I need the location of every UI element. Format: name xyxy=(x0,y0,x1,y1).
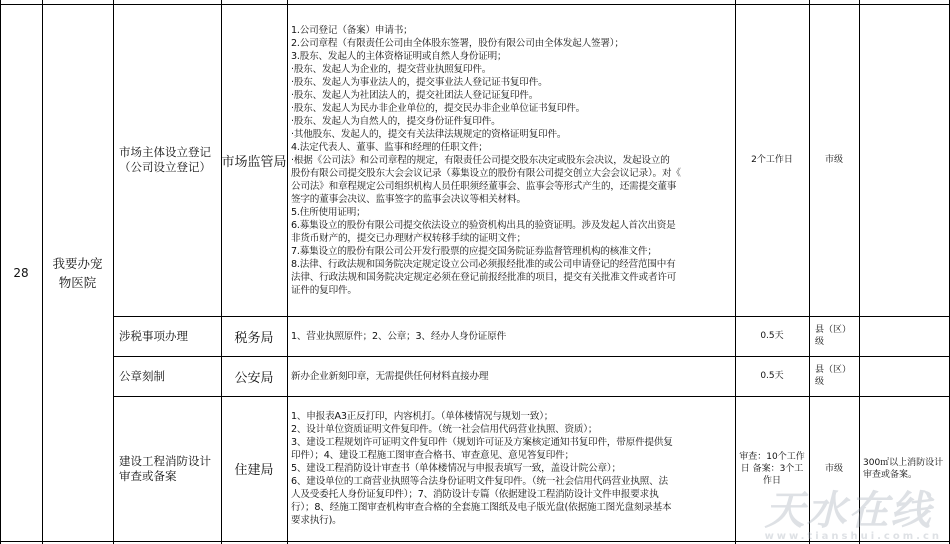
requirements-seal xyxy=(287,356,735,396)
note-fire: 300㎡以上消防设计审查或备案。 xyxy=(863,457,944,480)
processing-time-market: 2个工作日 xyxy=(751,155,793,165)
dept-market-supervision: 市场监管局 xyxy=(221,154,287,170)
requirement-line: 5.住所使用证明； xyxy=(291,206,366,218)
watermark-text: 天水在线 xyxy=(764,488,933,534)
requirement-line: 要求执行)。 xyxy=(291,515,342,526)
requirement-line: 4.法定代表人、董事、监事和经理的任职文件； xyxy=(291,141,488,153)
requirement-line: 签字的董事会决议、监事签字的监事会决议等相关材料。 xyxy=(291,193,526,205)
requirement-line: ·股东、发起人为企业的，提交营业执照复印件。 xyxy=(291,63,492,75)
requirement-line: 法律、行政法规和国务院决定规定必须在登记前报经批准的项目，提交有关批准文件或者许可 xyxy=(291,271,677,283)
item-name-tax: 涉税事项办理 xyxy=(119,328,188,343)
requirement-line: 2.公司章程（有限责任公司由全体股东签署，股份有限公司由全体发起人签署）； xyxy=(291,37,624,49)
level-fire: 市级 xyxy=(824,463,843,474)
requirement-line: 8.法律、行政法规和国务院决定规定设立公司必须报经批准的或公司申请登记的经营范围中有 xyxy=(291,258,676,270)
item-name-fire-design: 建设工程消防设计审查或备案 xyxy=(119,453,211,483)
level-market: 市级 xyxy=(824,155,843,165)
processing-time-tax: 0.5天 xyxy=(760,331,784,341)
requirement-line: 人及受委托人身份证复印件）；7、消防设计专篇（依据建设工程消防设计文件申报要求执 xyxy=(291,489,659,500)
requirement-line: 1、申报表A3正反打印，内容机打。（单体楼情况与规划一致）； xyxy=(291,411,554,422)
item-name-seal: 公章刻制 xyxy=(119,368,165,383)
level-tax: 县（区）级 xyxy=(815,325,852,347)
requirement-line: 非货币财产的，提交已办理财产权转移手续的证明文件； xyxy=(291,232,526,244)
requirement-line: 新办企业新刻印章，无需提供任何材料直接办理 xyxy=(291,370,489,382)
site-watermark xyxy=(764,488,942,542)
requirement-line: 股份有限公司提交股东大会会议记录（募集设立的股份有限公司提交创立大会会议记录）。对《 xyxy=(291,167,681,179)
requirement-line: 7.募集设立的股份有限公司公开发行股票的应提交国务院证券监督管理机构的核准文件； xyxy=(291,245,657,257)
requirements-market-registration xyxy=(287,4,735,316)
watermark-url: www.tianshui.com.cn xyxy=(764,531,942,542)
requirements-tax xyxy=(287,316,735,356)
row-number: 28 xyxy=(13,265,29,280)
requirement-line: ·股东、发起人为民办非企业单位的，提交民办非企业单位证书复印件。 xyxy=(291,102,586,114)
requirement-line: 1、营业执照原件；2、公章；3、经办人身份证原件 xyxy=(291,330,506,342)
requirement-line: ·股东、发起人为自然人的，提交身份证件复印件。 xyxy=(291,115,501,127)
requirement-line: 3.股东、发起人的主体资格证明或自然人身份证明； xyxy=(291,50,507,62)
requirements-fire-design xyxy=(287,396,735,541)
requirement-line: 3、建设工程规划许可证明文件复印件（规划许可证及方案核定通知书复印件，带原件提供复 xyxy=(291,437,673,448)
requirement-line: 印件）；4、建设工程施工图审查合格书、审查意见、意见答复印件； xyxy=(291,450,574,461)
requirement-line: ·股东、发起人为事业法人的，提交事业法人登记证书复印件。 xyxy=(291,76,548,88)
processing-time-seal: 0.5天 xyxy=(760,371,784,381)
level-seal: 县（区）级 xyxy=(815,365,852,387)
requirement-line: ·根据《公司法》和公司章程的规定，有限责任公司提交股东决定或股东会决议，发起设立的 xyxy=(291,154,670,166)
requirement-line: 行）；8、经施工图审查机构审查合格的全套施工图纸及电子版光盘(依据施工图光盘刻录基本 xyxy=(291,502,672,513)
processing-time-fire: 审查：10个工作日 备案：3个工作日 xyxy=(739,451,805,486)
requirement-line: 公司法》和章程规定公司组织机构人员任职须经董事会、监事会等形式产生的，还需提交董事 xyxy=(291,180,677,192)
item-name-market-registration: 市场主体设立登记（公司设立登记） xyxy=(119,145,211,174)
requirement-line: ·其他股东、发起人的，提交有关法律法规规定的资格证明复印件。 xyxy=(291,128,567,140)
requirement-line: 证件的复印件。 xyxy=(291,284,357,296)
requirement-line: 5、建设工程消防设计审查书（单体楼情况与申报表填写一致，盖设计院公章）； xyxy=(291,463,621,474)
requirement-line: 2、设计单位资质证明文件复印件。（统一社会信用代码营业执照、资质）； xyxy=(291,424,598,435)
dept-public-security: 公安局 xyxy=(234,370,274,386)
dept-tax-bureau: 税务局 xyxy=(234,330,274,346)
requirement-line: 6.募集设立的股份有限公司提交依法设立的验资机构出具的验资证明。涉及发起人首次出资是 xyxy=(291,219,676,231)
dept-housing-construction: 住建局 xyxy=(234,463,274,478)
requirement-line: ·股东、发起人为社团法人的，提交社团法人登记证复印件。 xyxy=(291,89,539,101)
requirement-line: 6、建设单位的工商营业执照等合法身份证明文件复印件。（统一社会信用代码营业执照、法 xyxy=(291,476,668,487)
main-item-title: 我要办宠物医院 xyxy=(52,255,103,290)
requirement-line: 1.公司登记（备案）申请书； xyxy=(291,24,413,36)
